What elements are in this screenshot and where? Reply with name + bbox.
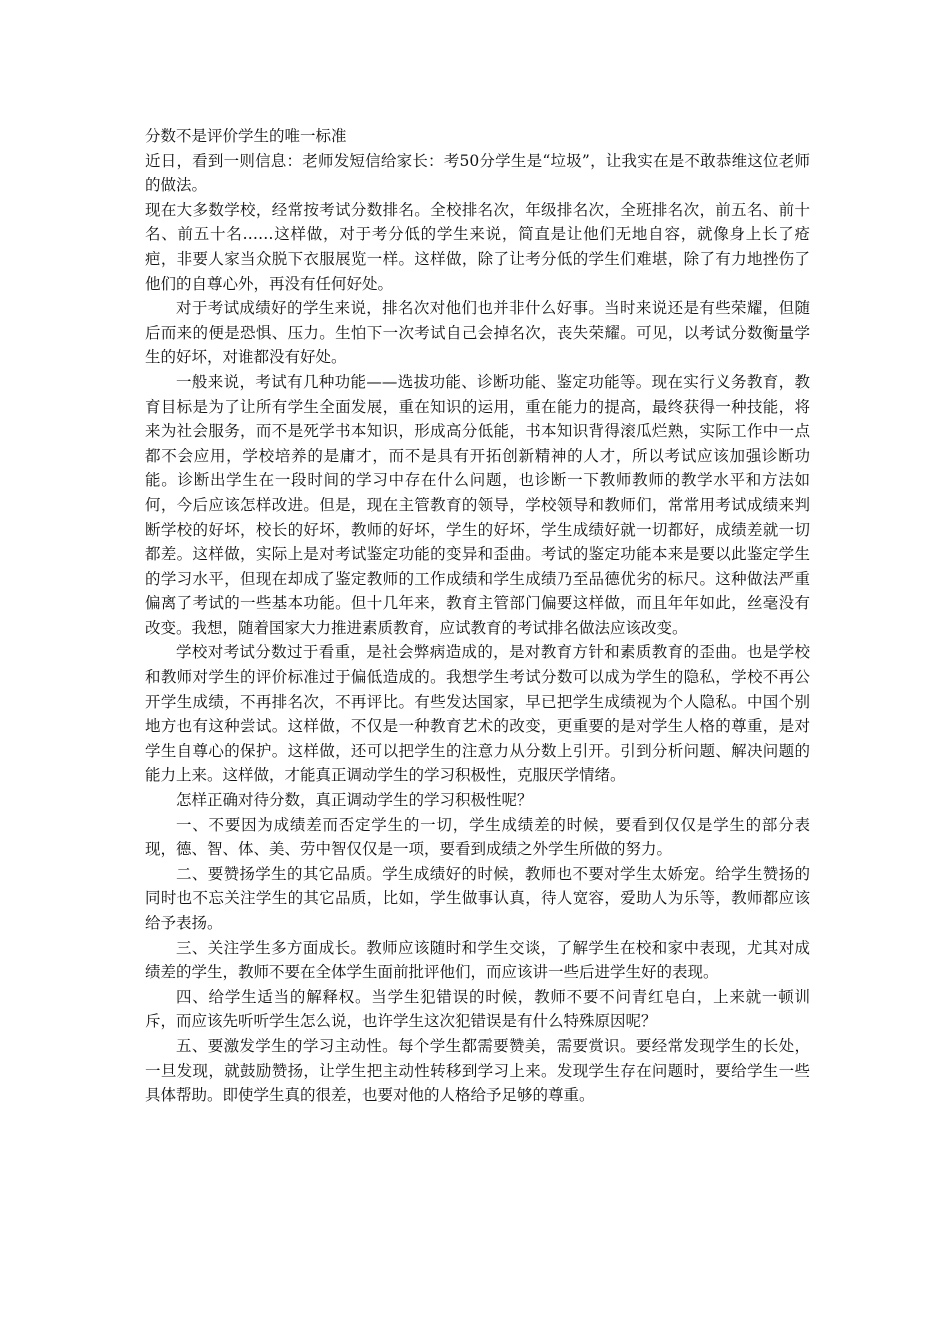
paragraph-point-4: 四、给学生适当的解释权。当学生犯错误的时候，教师不要不问青红皂白，上来就一顿训斥，而应该先听听学生怎么说，也许学生这次犯错误是有什么特殊原因呢？ [145, 987, 810, 1031]
paragraph-point-2: 二、要赞扬学生的其它品质。学生成绩好的时候，教师也不要对学生太娇宠。给学生赞扬的同时也不忘关注学生的其它品质，比如，学生做事认真，待人宽容，爱助人为乐等，教师都应该给予表扬。 [145, 864, 810, 932]
paragraph-good-students: 对于考试成绩好的学生来说，排名次对他们也并非什么好事。当时来说还是有些荣耀，但随后而来的便是恐惧、压力。生怕下一次考试自己会掉名次，丧失荣耀。可见，以考试分数衡量学生的好坏，对谁都没有好处。 [145, 299, 810, 367]
paragraph-point-5: 五、要激发学生的学习主动性。每个学生都需要赞美，需要赏识。要经常发现学生的长处，一旦发现，就鼓励赞扬，让学生把主动性转移到学习上来。发现学生存在问题时，要给学生一些具体帮助。即使学生真的很差，也要对他的人格给予足够的尊重。 [145, 1036, 810, 1105]
paragraph-ranking: 现在大多数学校，经常按考试分数排名。全校排名次，年级排名次，全班排名次，前五名、前十名、前五十名……这样做，对于考分低的学生来说，简直是让他们无地自容，就像身上长了疮疤，非要人家当众脱下衣服展览一样。这样做，除了让考分低的学生们难堪，除了有力地挫伤了他们的自尊心外，再没有任何好处。 [145, 200, 810, 293]
document-body [145, 124, 810, 1108]
paragraph-question: 怎样正确对待分数，真正调动学生的学习积极性呢？ [176, 791, 533, 810]
paragraph-point-3: 三、关注学生多方面成长。教师应该随时和学生交谈，了解学生在校和家中表现，尤其对成绩差的学生，教师不要在全体学生面前批评他们，而应该讲一些后进学生好的表现。 [145, 938, 810, 982]
paragraph-intro: 近日，看到一则信息：老师发短信给家长：考50分学生是“垃圾”，让我实在是不敢恭维这位老师的做法。 [145, 151, 810, 195]
paragraph-school-emphasis: 学校对考试分数过于看重，是社会弊病造成的，是对教育方针和素质教育的歪曲。也是学校和教师对学生的评价标准过于偏低造成的。我想学生考试分数可以成为学生的隐私，学校不再公开学生成绩，不再排名次，不再评比。有些发达国家，早已把学生成绩视为个人隐私。中国个别地方也有这种尝试。这样做，不仅是一种教育艺术的改变，更重要的是对学生人格的尊重，是对学生自尊心的保护。这样做，还可以把学生的注意力从分数上引开。引到分析问题、解决问题的能力上来。这样做，才能真正调动学生的学习积极性，克服厌学情绪。 [145, 643, 810, 785]
paragraph-exam-functions: 一般来说，考试有几种功能——选拔功能、诊断功能、鉴定功能等。现在实行义务教育，教育目标是为了让所有学生全面发展，重在知识的运用，重在能力的提高，最终获得一种技能，将来为社会服务，而不是死学书本知识，形成高分低能，书本知识背得滚瓜烂熟，实际工作中一点都不会应用，学校培养的是庸才，而不是具有开拓创新精神的人才，所以考试应该加强诊断功能。诊断出学生在一段时间的学习中存在什么问题，也诊断一下教师教师的教学水平和方法如何，今后应该怎样改进。但是，现在主管教育的领导，学校领导和教师们，常常用考试成绩来判断学校的好坏，校长的好坏，教师的好坏，学生的好坏，学生成绩好就一切都好，成绩差就一切都差。这样做，实际上是对考试鉴定功能的变异和歪曲。考试的鉴定功能本来是要以此鉴定学生的学习水平，但现在却成了鉴定教师的工作成绩和学生成绩乃至品德优劣的标尺。这种做法严重偏离了考试的一些基本功能。但十几年来，教育主管部门偏要这样做，而且年年如此，丝毫没有改变。我想，随着国家大力推进素质教育，应试教育的考试排名做法应该改变。 [145, 372, 810, 637]
document-title: 分数不是评价学生的唯一标准 [145, 127, 347, 145]
paragraph-point-1: 一、不要因为成绩差而否定学生的一切，学生成绩差的时候，要看到仅仅是学生的部分表现，德、智、体、美、劳中智仅仅是一项，要看到成绩之外学生所做的努力。 [145, 815, 810, 859]
